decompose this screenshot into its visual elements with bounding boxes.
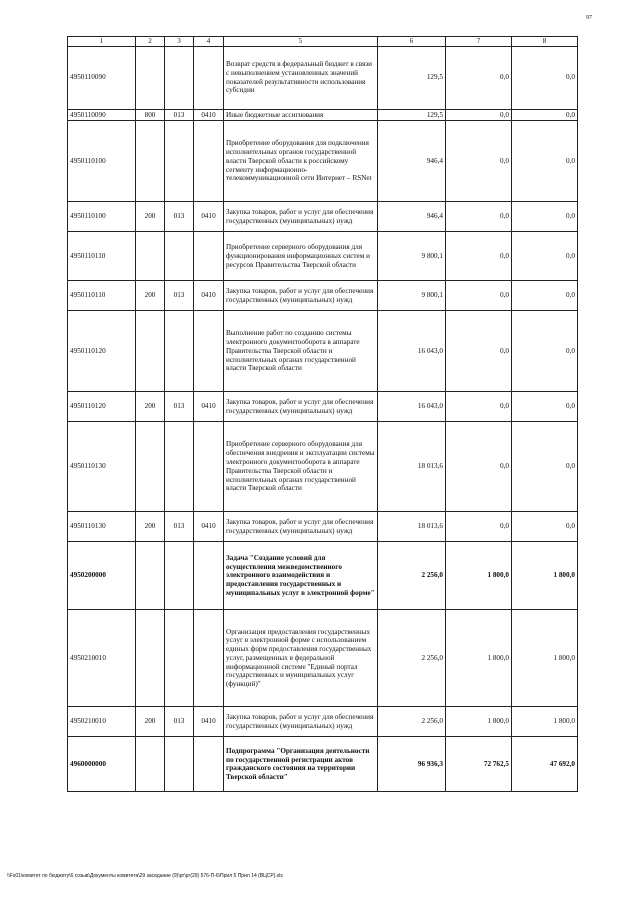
row-value-col8-cell: 1 800,0 — [512, 542, 578, 610]
row-code-cell: 4950110100 — [68, 121, 136, 202]
row-value-col7-cell: 0,0 — [446, 311, 512, 392]
header-cell: 1 — [68, 37, 136, 47]
row-value-col8-cell: 0,0 — [512, 232, 578, 281]
row-subsection-cell: 0410 — [194, 392, 224, 422]
row-value-col6-cell: 946,4 — [378, 202, 446, 232]
row-value-col6-cell: 129,5 — [378, 109, 446, 121]
row-name-cell: Закупка товаров, работ и услуг для обеспечения государственных (муниципальных) нужд — [224, 707, 378, 737]
row-section-cell — [165, 46, 194, 109]
row-value-col6-cell: 18 013,6 — [378, 512, 446, 542]
row-value-col7-cell: 0,0 — [446, 109, 512, 121]
row-value-col7-cell: 1 800,0 — [446, 610, 512, 707]
header-cell: 2 — [136, 37, 165, 47]
row-name-cell: Выполнение работ по созданию системы электронного документооборота в аппарате Правительства Тверской области и исполнительных органах государственной власти Тверской области — [224, 311, 378, 392]
row-code-cell: 4950210010 — [68, 707, 136, 737]
row-subsection-cell — [194, 46, 224, 109]
row-section-cell: 013 — [165, 109, 194, 121]
row-code-cell: 4950110090 — [68, 109, 136, 121]
row-section-cell — [165, 121, 194, 202]
row-value-col6-cell: 2 256,0 — [378, 610, 446, 707]
row-value-col8-cell: 0,0 — [512, 512, 578, 542]
row-value-col6-cell: 96 936,3 — [378, 737, 446, 792]
row-value-col6-cell: 18 013,6 — [378, 422, 446, 512]
row-subsection-cell — [194, 737, 224, 792]
row-value-col6-cell: 16 043,0 — [378, 311, 446, 392]
row-name-cell: Закупка товаров, работ и услуг для обеспечения государственных (муниципальных) нужд — [224, 281, 378, 311]
header-cell: 5 — [224, 37, 378, 47]
row-expense-type-cell: 200 — [136, 202, 165, 232]
table-row — [68, 542, 578, 610]
row-section-cell — [165, 311, 194, 392]
row-value-col7-cell: 0,0 — [446, 232, 512, 281]
row-expense-type-cell — [136, 737, 165, 792]
row-code-cell: 4950210010 — [68, 610, 136, 707]
header-cell: 4 — [194, 37, 224, 47]
row-expense-type-cell — [136, 610, 165, 707]
table-row — [68, 46, 578, 109]
row-expense-type-cell — [136, 422, 165, 512]
row-name-cell: Иные бюджетные ассигнования — [224, 109, 378, 121]
row-section-cell — [165, 542, 194, 610]
row-code-cell: 4950200000 — [68, 542, 136, 610]
row-value-col6-cell: 9 800,1 — [378, 232, 446, 281]
row-code-cell: 4950110090 — [68, 46, 136, 109]
row-section-cell: 013 — [165, 281, 194, 311]
row-value-col8-cell: 0,0 — [512, 202, 578, 232]
row-subsection-cell — [194, 311, 224, 392]
row-subsection-cell — [194, 232, 224, 281]
row-expense-type-cell: 800 — [136, 109, 165, 121]
row-value-col7-cell: 1 800,0 — [446, 707, 512, 737]
row-subsection-cell — [194, 542, 224, 610]
row-section-cell — [165, 610, 194, 707]
row-value-col8-cell: 0,0 — [512, 422, 578, 512]
row-expense-type-cell: 200 — [136, 707, 165, 737]
row-value-col7-cell: 72 762,5 — [446, 737, 512, 792]
table-row — [68, 392, 578, 422]
row-expense-type-cell — [136, 311, 165, 392]
row-expense-type-cell — [136, 46, 165, 109]
row-expense-type-cell — [136, 542, 165, 610]
row-section-cell: 013 — [165, 512, 194, 542]
column-number-header-row — [68, 37, 578, 47]
row-subsection-cell: 0410 — [194, 202, 224, 232]
row-value-col6-cell: 2 256,0 — [378, 707, 446, 737]
row-name-cell: Приобретение серверного оборудования для обеспечения внедрения и эксплуатации системы электронного документооборота в аппарате Правительства Тверской области и исполнительных органах государственной власти Тверской области — [224, 422, 378, 512]
header-cell: 8 — [512, 37, 578, 47]
row-value-col7-cell: 0,0 — [446, 281, 512, 311]
row-value-col8-cell: 0,0 — [512, 311, 578, 392]
row-code-cell: 4950110110 — [68, 281, 136, 311]
row-value-col7-cell: 0,0 — [446, 46, 512, 109]
row-section-cell — [165, 422, 194, 512]
row-code-cell: 4950110120 — [68, 392, 136, 422]
row-section-cell — [165, 232, 194, 281]
row-expense-type-cell: 200 — [136, 512, 165, 542]
row-section-cell: 013 — [165, 707, 194, 737]
page-number: 97 — [586, 15, 592, 21]
file-path-footer: \\Fs01\комитет по бюджету\6 созыв\Документы комитета\29 заседание (9)\рг\рг(29) 576-П-6\Прил 5 Прил 14 (ВЦСР).xls — [7, 873, 283, 879]
row-expense-type-cell: 200 — [136, 392, 165, 422]
row-value-col6-cell: 946,4 — [378, 121, 446, 202]
table-row — [68, 281, 578, 311]
row-name-cell: Приобретение серверного оборудования для функционирования информационных систем и ресурсов Правительства Тверской области — [224, 232, 378, 281]
row-value-col6-cell: 9 800,1 — [378, 281, 446, 311]
row-name-cell: Организация предоставления государственных услуг в электронной форме с использованием единых форм предоставления государственных услуг, размещенных в федеральной информационной системе "Единый портал государственных и муниципальных услуг (функций)" — [224, 610, 378, 707]
row-value-col8-cell: 0,0 — [512, 392, 578, 422]
row-subsection-cell: 0410 — [194, 109, 224, 121]
header-cell: 3 — [165, 37, 194, 47]
row-name-cell: Закупка товаров, работ и услуг для обеспечения государственных (муниципальных) нужд — [224, 202, 378, 232]
row-name-cell: Приобретение оборудования для подключения исполнительных органов государственной власти Тверской области к российскому сегменту информационно-телекоммуникационной сети Интернет – RSNet — [224, 121, 378, 202]
row-value-col8-cell: 0,0 — [512, 121, 578, 202]
table-row — [68, 121, 578, 202]
row-subsection-cell — [194, 121, 224, 202]
row-value-col7-cell: 0,0 — [446, 422, 512, 512]
row-value-col8-cell: 0,0 — [512, 109, 578, 121]
row-code-cell: 4950110120 — [68, 311, 136, 392]
table-row — [68, 737, 578, 792]
row-name-cell: Задача "Создание условий для осуществления межведомственного электронного взаимодействия и предоставления государственных и муниципальных услуг в электронной форме" — [224, 542, 378, 610]
table-row — [68, 232, 578, 281]
row-code-cell: 4950110110 — [68, 232, 136, 281]
row-value-col7-cell: 0,0 — [446, 392, 512, 422]
row-name-cell: Подпрограмма "Организация деятельности по государственной регистрации актов гражданского состояния на территории Тверской области" — [224, 737, 378, 792]
row-value-col8-cell: 0,0 — [512, 46, 578, 109]
row-subsection-cell — [194, 610, 224, 707]
row-value-col7-cell: 1 800,0 — [446, 542, 512, 610]
table-row — [68, 512, 578, 542]
row-value-col6-cell: 2 256,0 — [378, 542, 446, 610]
row-subsection-cell: 0410 — [194, 512, 224, 542]
table-row — [68, 109, 578, 121]
row-section-cell: 013 — [165, 202, 194, 232]
row-value-col8-cell: 0,0 — [512, 281, 578, 311]
row-subsection-cell: 0410 — [194, 707, 224, 737]
row-section-cell — [165, 737, 194, 792]
row-code-cell: 4960000000 — [68, 737, 136, 792]
row-code-cell: 4950110100 — [68, 202, 136, 232]
row-value-col6-cell: 16 043,0 — [378, 392, 446, 422]
table-row — [68, 202, 578, 232]
row-value-col8-cell: 47 692,0 — [512, 737, 578, 792]
row-section-cell: 013 — [165, 392, 194, 422]
row-code-cell: 4950110130 — [68, 422, 136, 512]
row-name-cell: Закупка товаров, работ и услуг для обеспечения государственных (муниципальных) нужд — [224, 512, 378, 542]
row-code-cell: 4950110130 — [68, 512, 136, 542]
table-row — [68, 422, 578, 512]
table-row — [68, 610, 578, 707]
row-value-col8-cell: 1 800,0 — [512, 707, 578, 737]
row-subsection-cell: 0410 — [194, 281, 224, 311]
row-expense-type-cell — [136, 121, 165, 202]
row-value-col6-cell: 129,5 — [378, 46, 446, 109]
row-subsection-cell — [194, 422, 224, 512]
table-row — [68, 707, 578, 737]
row-expense-type-cell: 200 — [136, 281, 165, 311]
budget-table — [67, 36, 578, 792]
row-value-col8-cell: 1 800,0 — [512, 610, 578, 707]
table-row — [68, 311, 578, 392]
row-value-col7-cell: 0,0 — [446, 202, 512, 232]
row-name-cell: Возврат средств в федеральный бюджет в связи с невыполнением установленных значений показателей результативности использования субсидии — [224, 46, 378, 109]
header-cell: 6 — [378, 37, 446, 47]
row-value-col7-cell: 0,0 — [446, 121, 512, 202]
row-value-col7-cell: 0,0 — [446, 512, 512, 542]
header-cell: 7 — [446, 37, 512, 47]
row-expense-type-cell — [136, 232, 165, 281]
row-name-cell: Закупка товаров, работ и услуг для обеспечения государственных (муниципальных) нужд — [224, 392, 378, 422]
